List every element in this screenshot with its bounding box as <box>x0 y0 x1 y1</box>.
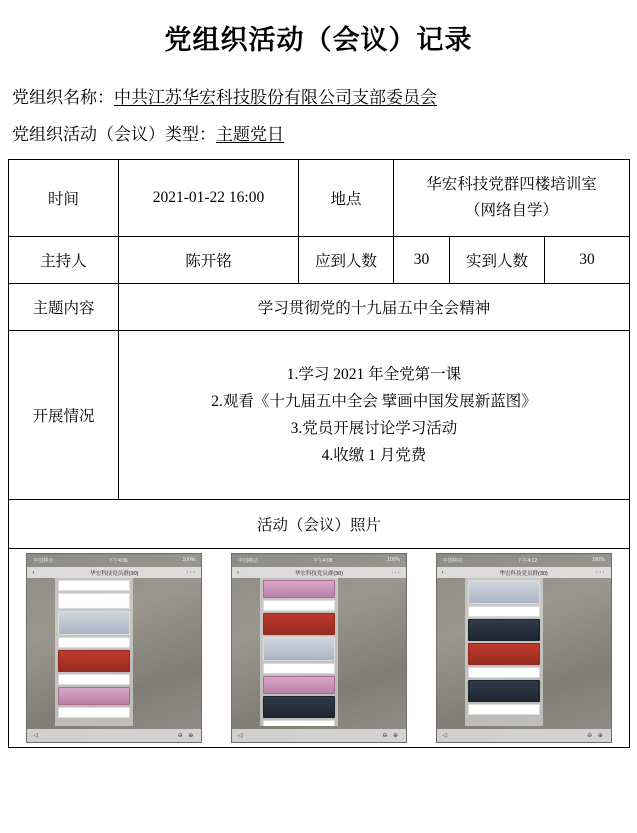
chat-title: 华宏科技党员群(30) <box>90 570 139 577</box>
gallery-icon[interactable]: ◁ <box>442 733 448 739</box>
chat-title: 华宏科技党员群(30) <box>294 570 344 577</box>
topic-label: 主题内容 <box>9 284 119 331</box>
actual-label: 实到人数 <box>450 237 545 284</box>
activity-type-label: 党组织活动（会议）类型： <box>12 125 216 144</box>
chat-title: 华宏科技党员群(30) <box>499 570 548 577</box>
phone-navbar <box>437 567 611 578</box>
place-value-line1: 华宏科技党群四楼培训室 <box>426 175 597 193</box>
expected-label: 应到人数 <box>299 237 394 284</box>
chat-bubble <box>263 696 335 718</box>
org-name-value: 中共江苏华宏科技股份有限公司支部委员会 <box>114 88 437 107</box>
viewer-controls-icon[interactable]: ⊖ ⊕ <box>587 733 605 739</box>
back-icon[interactable]: ‹ <box>32 569 35 576</box>
chat-bubble <box>58 674 130 685</box>
clock-label: 下午4:08 <box>312 558 333 564</box>
detail-item: 1.学习 2021 年全党第一课 <box>286 365 462 383</box>
phone-statusbar <box>27 557 201 565</box>
phone-navbar <box>27 567 201 578</box>
page-title: 党组织活动（会议）记录 <box>164 25 473 55</box>
viewer-controls-icon[interactable]: ⊖ ⊕ <box>177 733 196 739</box>
actual-value: 30 <box>545 237 630 284</box>
activity-photo-3 <box>436 553 612 743</box>
phone-bottombar <box>437 729 611 742</box>
activity-type-line <box>12 120 629 145</box>
table-row <box>9 160 630 237</box>
topic-value: 学习贯彻党的十九届五中全会精神 <box>119 284 630 331</box>
activity-photo-1 <box>26 553 202 743</box>
chat-bubble <box>468 680 540 702</box>
activity-photo-2 <box>231 553 407 743</box>
battery-label: 100% <box>387 557 400 563</box>
record-table <box>8 159 630 748</box>
chat-bubble <box>263 613 335 635</box>
org-name-label: 党组织名称： <box>12 88 114 107</box>
chat-bubble <box>58 611 130 635</box>
time-value: 2021-01-22 16:00 <box>119 160 299 237</box>
carrier-label: 中国移动 <box>33 558 54 564</box>
chat-bubble <box>58 580 130 591</box>
detail-item: 2.观看《十九届五中全会 擘画中国发展新蓝图》 <box>211 392 537 410</box>
chat-bubble <box>263 720 335 726</box>
host-value: 陈开铭 <box>119 237 299 284</box>
back-icon[interactable]: ‹ <box>236 569 239 576</box>
time-label: 时间 <box>9 160 119 237</box>
chat-bubble <box>58 687 130 705</box>
phone-statusbar <box>232 557 406 565</box>
clock-label: 下午4:12 <box>517 558 538 564</box>
detail-value <box>119 331 630 500</box>
phone-bottombar <box>232 729 406 742</box>
table-row <box>9 549 630 748</box>
detail-item: 4.收缴 1 月党费 <box>321 447 427 465</box>
chat-bubble <box>468 667 540 678</box>
chat-bubble <box>58 707 130 718</box>
detail-item: 3.党员开展讨论学习活动 <box>290 420 458 437</box>
chat-bubble <box>468 606 540 617</box>
photo-strip <box>12 553 626 743</box>
more-icon[interactable]: ··· <box>595 569 606 576</box>
host-label: 主持人 <box>9 237 119 284</box>
chat-bubble <box>58 637 130 648</box>
more-icon[interactable]: ··· <box>186 569 197 576</box>
chat-bubble <box>468 619 540 641</box>
place-value <box>394 160 630 237</box>
phone-statusbar <box>437 557 611 565</box>
photos-label: 活动（会议）照片 <box>9 500 630 549</box>
battery-label: 100% <box>182 557 196 563</box>
table-row <box>9 331 630 500</box>
document-page <box>0 18 637 833</box>
phone-bottombar <box>27 729 201 742</box>
place-label: 地点 <box>299 160 394 237</box>
table-row <box>9 284 630 331</box>
viewer-controls-icon[interactable]: ⊖ ⊕ <box>382 733 400 739</box>
more-icon[interactable]: ··· <box>390 569 401 576</box>
gallery-icon[interactable]: ◁ <box>33 733 38 739</box>
photos-cell <box>9 549 630 748</box>
chat-bubble <box>263 600 335 611</box>
chat-bubble <box>263 676 335 694</box>
clock-label: 下午4:06 <box>108 558 128 564</box>
chat-bubble <box>263 637 335 661</box>
chat-bubble <box>58 593 130 609</box>
detail-label: 开展情况 <box>9 331 119 500</box>
chat-bubble <box>263 580 335 598</box>
activity-type-value: 主题党日 <box>216 125 284 144</box>
place-value-line2: （网络自学） <box>464 202 558 219</box>
back-icon[interactable]: ‹ <box>441 569 444 576</box>
table-row <box>9 500 630 549</box>
expected-value: 30 <box>394 237 450 284</box>
carrier-label: 中国移动 <box>442 558 463 564</box>
carrier-label: 中国移动 <box>237 558 258 564</box>
chat-bubble <box>468 580 540 604</box>
chat-screen <box>260 578 338 726</box>
gallery-icon[interactable]: ◁ <box>237 733 243 739</box>
org-name-line <box>12 83 629 108</box>
chat-screen <box>465 578 543 726</box>
phone-navbar <box>232 567 406 578</box>
chat-bubble <box>58 650 130 672</box>
table-row <box>9 237 630 284</box>
battery-label: 100% <box>591 557 605 563</box>
chat-bubble <box>468 643 540 665</box>
chat-bubble <box>263 663 335 674</box>
chat-bubble <box>468 704 540 715</box>
chat-screen <box>55 578 133 726</box>
